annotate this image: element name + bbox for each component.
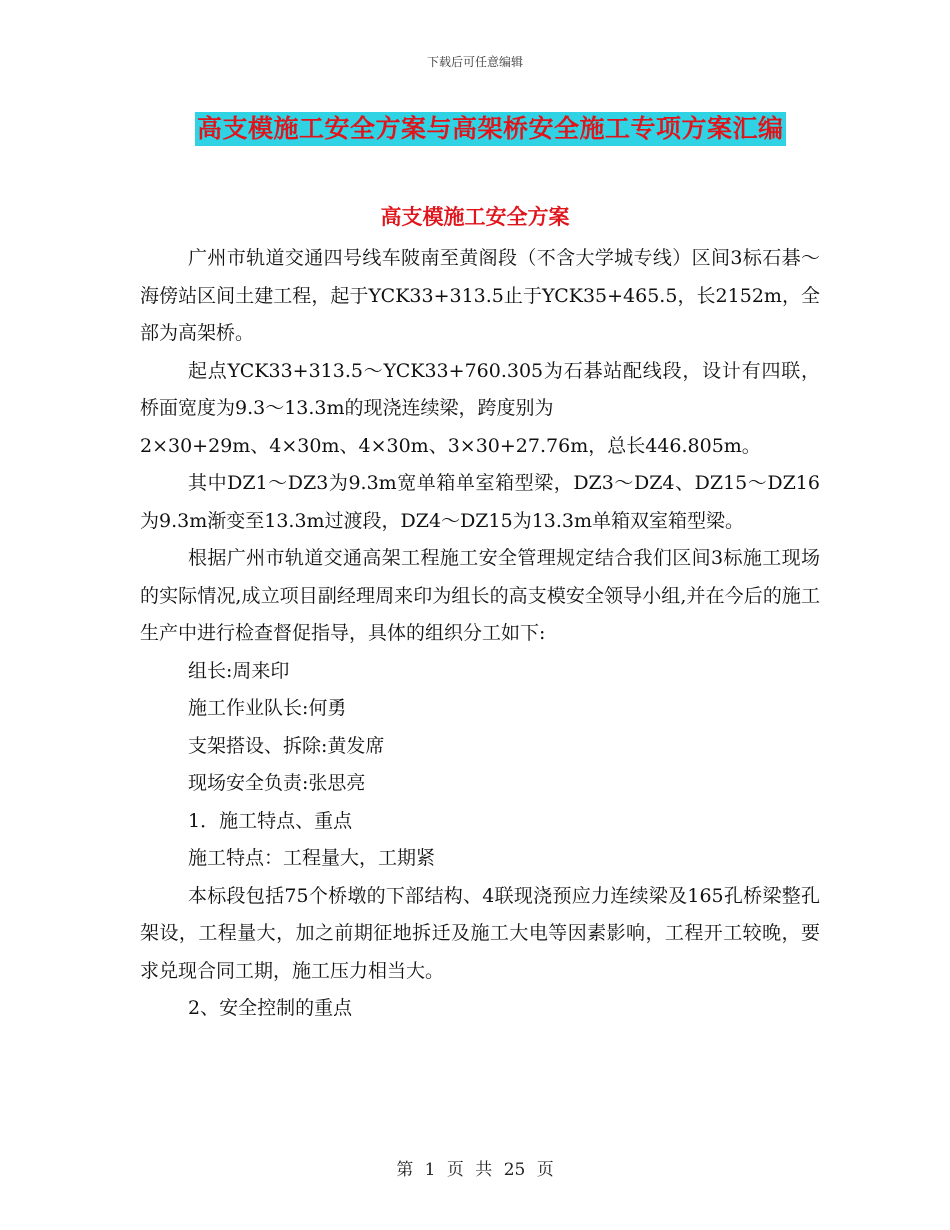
paragraph-beam-types: 其中DZ1～DZ3为9.3m宽单箱单室箱型梁，DZ3～DZ4、DZ15～DZ16为9.3m渐变至13.3m过渡段，DZ4～DZ15为13.3m单箱双室箱型梁。: [140, 472, 820, 532]
paragraph-project-overview: 广州市轨道交通四号线车陂南至黄阁段（不含大学城专线）区间3标石碁～海傍站区间土建工程，起于YCK33+313.5止于YCK35+465.5，长2152m，全部为高架桥。: [140, 247, 820, 344]
header-note: 下载后可任意编辑: [426, 55, 523, 69]
paragraph-features-summary: 施工特点：工程量大，工期紧: [188, 847, 436, 869]
document-title: 高支模施工安全方案与高架桥安全施工专项方案汇编: [195, 112, 786, 146]
list-item-leader: 组长:周来印: [188, 659, 290, 682]
paragraph-safety-group: 根据广州市轨道交通高架工程施工安全管理规定结合我们区间3标施工现场的实际情况,成立项目副经理周来印为组长的高支模安全领导小组,并在今后的施工生产中进行检查督促指导，具体的组织分工如下:: [140, 547, 820, 644]
paragraph-scope: 本标段包括75个桥墩的下部结构、4联现浇预应力连续梁及165孔桥梁整孔架设，工程量大，加之前期征地拆迁及施工大电等因素影响，工程开工较晚，要求兑现合同工期，施工压力相当大。: [140, 884, 820, 982]
list-item-site-safety: 现场安全负责:张思亮: [188, 772, 366, 794]
page-number-footer: 第 1 页 共 25 页: [396, 1160, 554, 1180]
list-item-team-leader: 施工作业队长:何勇: [188, 697, 347, 719]
section-title: 高支模施工安全方案: [380, 204, 570, 229]
heading-construction-features: 1．施工特点、重点: [188, 809, 353, 832]
heading-safety-control: 2、安全控制的重点: [188, 997, 353, 1019]
list-item-scaffold: 支架搭设、拆除:黄发席: [188, 734, 385, 757]
paragraph-start-section: 起点YCK33+313.5～YCK33+760.305为石碁站配线段，设计有四联，桥面宽度为9.3～13.3m的现浇连续梁，跨度别为: [140, 359, 820, 419]
paragraph-span-lengths: 2×30+29m、4×30m、4×30m、3×30+27.76m，总长446.805m。: [140, 434, 761, 457]
document-body: [140, 240, 820, 1028]
